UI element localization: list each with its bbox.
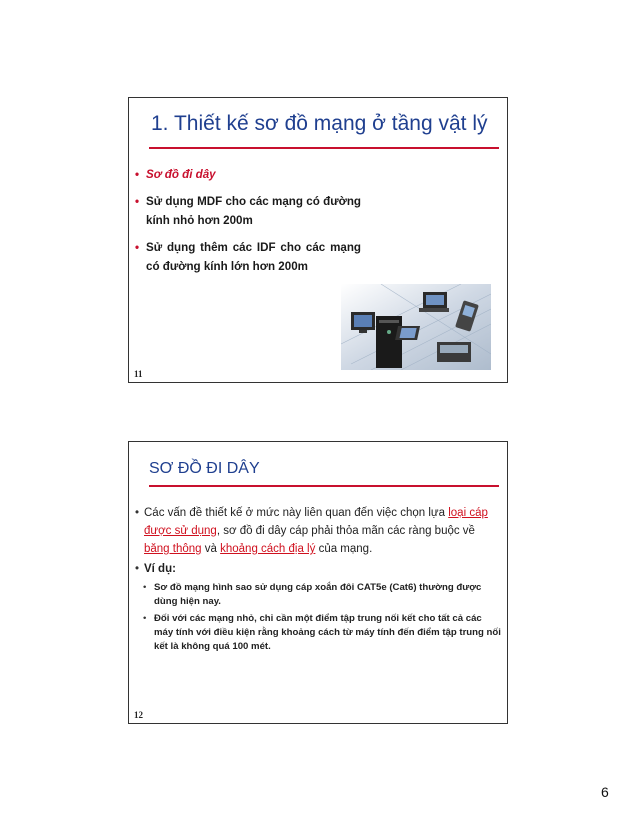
bullet-icon: • xyxy=(135,195,140,208)
bullet-item: • Sơ đồ đi dây xyxy=(135,165,361,184)
bullet-item: • Sử dụng thêm các IDF cho các mạng có đường kính lớn hơn 200m xyxy=(135,238,361,276)
page-number: 6 xyxy=(601,784,609,800)
bullet-icon: • xyxy=(143,582,147,593)
bullet-icon: • xyxy=(135,241,140,254)
bullet-icon: • xyxy=(143,613,147,624)
highlight-term: băng thông xyxy=(144,543,202,555)
slide-title: SƠ ĐỒ ĐI DÂY xyxy=(149,460,260,477)
sub-bullet-item: • Sơ đồ mạng hình sao sử dụng cáp xoắn đôi CAT5e (Cat6) thường được dùng hiện nay. xyxy=(143,582,482,607)
slide-title: 1. Thiết kế sơ đồ mạng ở tầng vật lý xyxy=(151,112,488,135)
bullet-item: • Sử dụng MDF cho các mạng có đường kính nhỏ hơn 200m xyxy=(135,192,361,230)
slide-number: 12 xyxy=(134,710,143,720)
bullet-icon: • xyxy=(135,168,140,181)
title-divider xyxy=(149,485,499,487)
highlight-term: loại cáp được sử dụng xyxy=(144,507,488,537)
bullet-item: • Các vấn đề thiết kế ở mức này liên quan đến việc chọn lựa loại cáp được sử dụng, sơ đồ đi dây cáp phải thỏa mãn các ràng buộc về băng thông và khoảng cách địa lý của mạng. xyxy=(135,504,503,558)
sub-bullet-item: • Đối với các mạng nhỏ, chỉ cần một điểm tập trung nối kết cho tất cả các máy tính với điều kiện rằng khoảng cách từ máy tính đến điểm tập trung nối kết là không quá 100 mét. xyxy=(143,613,501,652)
sub-bullet-list xyxy=(135,581,503,654)
bullet-list xyxy=(135,504,503,657)
title-divider xyxy=(149,147,499,149)
slide-12 xyxy=(128,441,508,724)
slide-11 xyxy=(128,97,508,383)
bullet-item: • Ví dụ: xyxy=(135,560,503,578)
bullet-icon: • xyxy=(135,563,140,575)
slide-number: 11 xyxy=(134,369,143,379)
bullet-icon: • xyxy=(135,507,140,519)
highlight-term: khoảng cách địa lý xyxy=(220,543,316,555)
computer-network-illustration xyxy=(341,284,491,370)
bullet-list xyxy=(135,165,361,284)
